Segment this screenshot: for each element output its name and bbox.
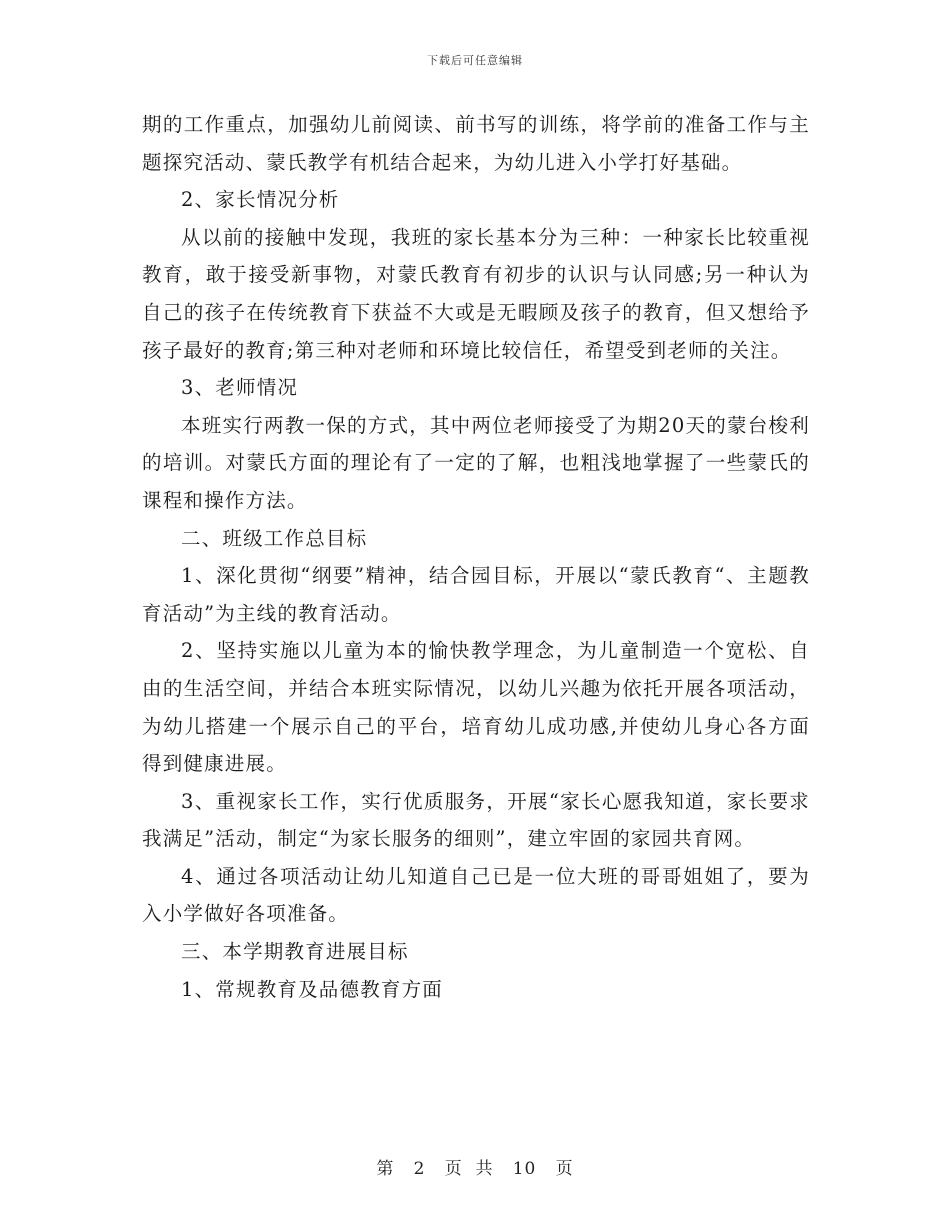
paragraph-continuation: 期的工作重点，加强幼儿前阅读、前书写的训练，将学前的准备工作与主题探究活动、蒙氏教学有机结合起来，为幼儿进入小学打好基础。 <box>142 113 810 174</box>
paragraph-parents-analysis: 从以前的接触中发现，我班的家长基本分为三种：一种家长比较重视教育，敢于接受新事物，对蒙氏教育有初步的认识与认同感;另一种认为自己的孩子在传统教育下获益不大或是无暇顾及孩子的教育，但又想给予孩子最好的教育;第三种对老师和环境比较信任，希望受到老师的关注。 <box>142 225 810 362</box>
section-heading-parents: 2、家长情况分析 <box>181 188 340 212</box>
section-heading-teachers: 3、老师情况 <box>181 376 299 400</box>
footer-total-pages: 10 <box>512 1159 537 1179</box>
page-header: 下载后可任意编辑 <box>427 54 523 67</box>
footer-middle: 页 共 <box>444 1159 494 1179</box>
paragraph-goal-3: 3、重视家长工作，实行优质服务，开展“家长心愿我知道，家长要求我满足”活动，制定“为家长服务的细则”，建立牢固的家园共育网。 <box>142 789 810 851</box>
section-heading-class-goals: 二、班级工作总目标 <box>181 526 368 550</box>
section-heading-education-goals: 三、本学期教育进展目标 <box>181 940 409 964</box>
paragraph-goal-4: 4、通过各项活动让幼儿知道自己已是一位大班的哥哥姐姐了，要为入小学做好各项准备。 <box>142 864 810 926</box>
subsection-heading-routine-education: 1、常规教育及品德教育方面 <box>181 977 444 1001</box>
footer-suffix: 页 <box>555 1159 574 1179</box>
footer-current-page: 2 <box>413 1159 426 1179</box>
document-body <box>142 106 810 1008</box>
page-footer <box>0 1154 950 1179</box>
paragraph-teachers: 本班实行两教一保的方式，其中两位老师接受了为期20天的蒙台梭利的培训。对蒙氏方面的理论有了一定的了解，也粗浅地掌握了一些蒙氏的课程和操作方法。 <box>142 413 810 512</box>
footer-prefix: 第 <box>376 1159 395 1179</box>
paragraph-goal-2: 2、坚持实施以儿童为本的愉快教学理念，为儿童制造一个宽松、自由的生活空间，并结合本班实际情况，以幼儿兴趣为依托开展各项活动，为幼儿搭建一个展示自己的平台，培育幼儿成功感,并使幼儿身心各方面得到健康进展。 <box>142 639 810 776</box>
paragraph-goal-1: 1、深化贯彻“纲要”精神，结合园目标，开展以“蒙氏教育“、主题教育活动”为主线的教育活动。 <box>142 564 810 625</box>
